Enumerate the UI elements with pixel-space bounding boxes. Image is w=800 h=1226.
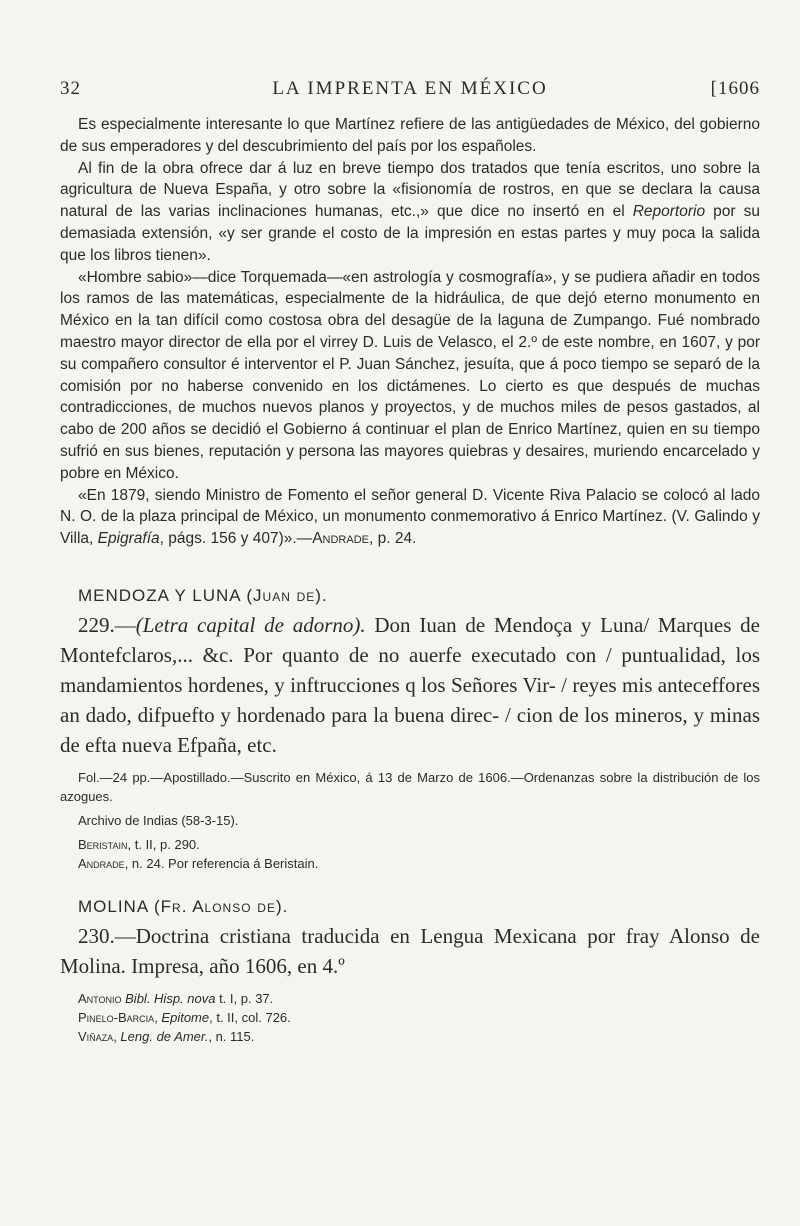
page-number: 32	[60, 78, 81, 99]
entry-type-note: (Letra capital de adorno).	[135, 612, 366, 637]
running-title: LA IMPRENTA EN MÉXICO	[272, 78, 548, 99]
reference-line: Pinelo-Barcia, Epitome, t. II, col. 726.	[78, 1009, 291, 1025]
entry-given-name: (Fr. Alonso de).	[153, 896, 289, 916]
running-year: [1606	[710, 78, 760, 99]
entry-230	[60, 897, 760, 1046]
paragraph: Al fin de la obra ofrece dar á luz en breve tiempo dos tratados que tenía escritos, uno sobre la agricultura de Nueva España, y otro sobre la «fisionomía de rostros, en que se declara la causa natural de las varias inclinaciones humanas, etc.,» que dice no insertó en el Reportorio por su demasiada extensión, «y ser grande el costo de la impresión en estas partes y muy poca la salida que los libros tienen».	[60, 159, 760, 264]
book-page	[60, 70, 760, 1046]
reportorio-title: Reportorio	[632, 203, 706, 221]
entry-given-name: (Juan de).	[246, 585, 328, 605]
andrade-ref: Andrade	[312, 530, 369, 548]
reference-line: Beristain, t. II, p. 290.	[78, 836, 200, 852]
epigrafia-title: Epigrafía	[97, 530, 160, 548]
entry-229	[60, 586, 760, 873]
paragraph: «En 1879, siendo Ministro de Fomento el señor general D. Vicente Riva Palacio se colocó al lado N. O. de la plaza principal de México, un monumento conmemorativo á Enrico Martínez. (V. Galindo y Villa, Epigrafía, págs. 156 y 407)».—Andrade, p. 24.	[60, 486, 760, 548]
entry-notes	[60, 989, 760, 1046]
entry-heading	[60, 586, 760, 606]
entry-heading	[60, 897, 760, 917]
entry-notes	[60, 768, 760, 873]
entry-transcription: 230.—Doctrina cristiana traducida en Lengua Mexicana por fray Alonso de Molina. Impresa, año 1606, en 4.º	[60, 923, 760, 978]
note-line: Fol.—24 pp.—Apostillado.—Suscrito en México, á 13 de Marzo de 1606.—Ordenanzas sobre la distribución de los azogues.	[60, 769, 760, 804]
entry-author: MOLINA	[78, 896, 149, 916]
note-line: Archivo de Indias (58-3-15).	[78, 812, 239, 828]
running-head	[60, 70, 760, 110]
paragraph: «Hombre sabio»—dice Torquemada—«en astrología y cosmografía», y se pudiera añadir en todos los ramos de las matemáticas, especialmente de la hidráulica, de que dejó eterno monumento en México en la tan difícil como costosa obra del desagüe de la laguna de Zumpango. Fué nombrado maestro mayor director de ella por el virrey D. Luis de Velasco, el 2.º de este nombre, en 1607, y por su compañero consultor é interventor el P. Juan Sánchez, jesuíta, que á poco tiempo se separó de la comisión por no haberse convenido en los dictámenes. Lo cierto es que después de muchas contradicciones, de muchos nuevos planos y proyectos, y de muchos miles de pesos gastados, al cabo de 200 años se decidió el Gobierno á continuar el plan de Enrico Martínez, quien en su tiempo sufrió en sus bienes, reputación y persona las mayores quiebras y desaires, muriendo encarcelado y pobre en México.	[60, 268, 760, 482]
reference-line: Andrade, n. 24. Por referencia á Beristain.	[78, 855, 319, 871]
entry-author: MENDOZA Y LUNA	[78, 585, 241, 605]
reference-line: Viñaza, Leng. de Amer., n. 115.	[78, 1028, 255, 1044]
paragraph: Es especialmente interesante lo que Martínez refiere de las antigüedades de México, del gobierno de sus emperadores y del descubrimiento del país por los españoles.	[60, 116, 760, 155]
entry-transcription: 229.—(Letra capital de adorno). Don Iuan de Mendoça y Luna/ Marques de Montefclaros,... &c. Por quanto de no auerfe executado con / puntualidad, los mandamientos hordenes, y inftrucciones q los Señores Vir- / reyes mis anteceffores an dado, difpuefto y hordenado para la buena direc- / cion de los mineros, y minas de efta nueva Efpaña, etc.	[60, 612, 761, 757]
reference-line: Antonio Bibl. Hisp. nova t. I, p. 37.	[78, 990, 274, 1006]
intro-text	[60, 114, 760, 550]
